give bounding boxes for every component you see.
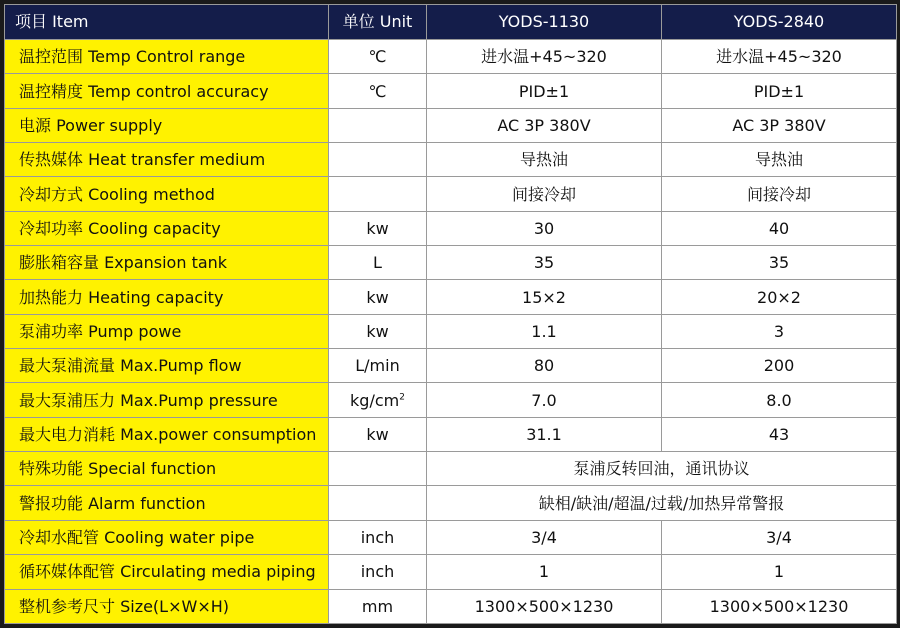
row-item-label: 冷却功率 Cooling capacity <box>5 211 329 245</box>
row-value-model-2: PID±1 <box>662 74 897 108</box>
row-unit-superscript: 2 <box>399 392 405 403</box>
row-item-label: 泵浦功率 Pump powe <box>5 314 329 348</box>
row-unit-text: ℃ <box>368 47 387 67</box>
row-value-model-1: 1.1 <box>427 314 662 348</box>
row-value-model-2: 40 <box>662 211 897 245</box>
row-value-model-2: 进水温+45~320 <box>662 40 897 74</box>
row-unit <box>329 520 427 554</box>
row-item-label: 温控范围 Temp Control range <box>5 40 329 74</box>
row-unit-text: kg/cm <box>350 390 400 410</box>
row-item-label: 冷却水配管 Cooling water pipe <box>5 520 329 554</box>
row-value-model-2: 间接冷却 <box>662 177 897 211</box>
row-unit-text: inch <box>360 527 395 547</box>
row-unit <box>329 555 427 589</box>
row-unit <box>329 383 427 417</box>
table-row <box>5 280 897 314</box>
table-row <box>5 40 897 74</box>
row-unit <box>329 486 427 520</box>
table-row <box>5 555 897 589</box>
row-item-label: 最大泵浦压力 Max.Pump pressure <box>5 383 329 417</box>
row-unit <box>329 108 427 142</box>
row-item-label: 整机参考尺寸 Size(L×W×H) <box>5 589 329 624</box>
row-value-merged: 泵浦反转回油，通讯协议 <box>427 452 897 486</box>
row-value-model-2: 35 <box>662 246 897 280</box>
table-row <box>5 383 897 417</box>
row-unit-text: ℃ <box>368 81 387 101</box>
row-item-label: 电源 Power supply <box>5 108 329 142</box>
row-unit <box>329 417 427 451</box>
row-unit <box>329 589 427 624</box>
row-value-model-1: AC 3P 380V <box>427 108 662 142</box>
row-unit-text: kw <box>366 321 389 341</box>
row-value-model-2: 导热油 <box>662 143 897 177</box>
row-value-model-2: 1 <box>662 555 897 589</box>
header-unit: 单位 Unit <box>329 5 427 40</box>
row-value-model-2: 8.0 <box>662 383 897 417</box>
row-unit <box>329 314 427 348</box>
row-item-label: 循环媒体配管 Circulating media piping <box>5 555 329 589</box>
row-unit <box>329 211 427 245</box>
row-value-model-2: AC 3P 380V <box>662 108 897 142</box>
table-row <box>5 74 897 108</box>
row-value-model-1: 7.0 <box>427 383 662 417</box>
row-unit-text: kw <box>366 218 389 238</box>
row-value-model-1: 进水温+45~320 <box>427 40 662 74</box>
row-unit-text: L/min <box>355 356 400 376</box>
table-row <box>5 589 897 624</box>
row-unit <box>329 74 427 108</box>
row-unit <box>329 177 427 211</box>
header-model-1: YODS-1130 <box>427 5 662 40</box>
row-item-label: 温控精度 Temp control accuracy <box>5 74 329 108</box>
table-row <box>5 108 897 142</box>
table-row <box>5 520 897 554</box>
row-value-model-1: 3/4 <box>427 520 662 554</box>
row-value-model-1: 30 <box>427 211 662 245</box>
row-unit-text: inch <box>360 562 395 582</box>
row-value-model-1: 15×2 <box>427 280 662 314</box>
row-value-model-1: 间接冷却 <box>427 177 662 211</box>
row-value-model-2: 3 <box>662 314 897 348</box>
row-value-model-1: 1 <box>427 555 662 589</box>
table-row <box>5 486 897 520</box>
row-unit-text: L <box>373 253 382 273</box>
table-row <box>5 452 897 486</box>
spec-table <box>4 4 897 624</box>
row-value-model-1: 35 <box>427 246 662 280</box>
row-unit <box>329 246 427 280</box>
row-item-label: 冷却方式 Cooling method <box>5 177 329 211</box>
row-item-label: 特殊功能 Special function <box>5 452 329 486</box>
row-value-model-1: PID±1 <box>427 74 662 108</box>
row-unit-text: mm <box>361 596 394 616</box>
row-value-model-1: 31.1 <box>427 417 662 451</box>
row-value-model-2: 1300×500×1230 <box>662 589 897 624</box>
row-unit <box>329 40 427 74</box>
table-row <box>5 314 897 348</box>
row-unit-text: kw <box>366 424 389 444</box>
row-item-label: 最大泵浦流量 Max.Pump flow <box>5 349 329 383</box>
row-value-model-2: 43 <box>662 417 897 451</box>
table-row <box>5 211 897 245</box>
row-unit <box>329 143 427 177</box>
table-row <box>5 143 897 177</box>
header-model-2: YODS-2840 <box>662 5 897 40</box>
row-item-label: 膨胀箱容量 Expansion tank <box>5 246 329 280</box>
row-value-model-2: 3/4 <box>662 520 897 554</box>
row-value-model-1: 80 <box>427 349 662 383</box>
row-item-label: 警报功能 Alarm function <box>5 486 329 520</box>
table-row <box>5 349 897 383</box>
row-item-label: 加热能力 Heating capacity <box>5 280 329 314</box>
header-row <box>5 5 897 40</box>
row-value-model-2: 20×2 <box>662 280 897 314</box>
header-item: 项目 Item <box>5 5 329 40</box>
row-unit-text: kw <box>366 287 389 307</box>
row-unit <box>329 452 427 486</box>
table-row <box>5 417 897 451</box>
row-item-label: 传热媒体 Heat transfer medium <box>5 143 329 177</box>
table-row <box>5 246 897 280</box>
row-value-model-1: 导热油 <box>427 143 662 177</box>
spec-body <box>5 40 897 624</box>
row-unit <box>329 349 427 383</box>
row-value-merged: 缺相/缺油/超温/过载/加热异常警报 <box>427 486 897 520</box>
table-row <box>5 177 897 211</box>
row-value-model-1: 1300×500×1230 <box>427 589 662 624</box>
row-unit <box>329 280 427 314</box>
row-value-model-2: 200 <box>662 349 897 383</box>
row-item-label: 最大电力消耗 Max.power consumption <box>5 417 329 451</box>
